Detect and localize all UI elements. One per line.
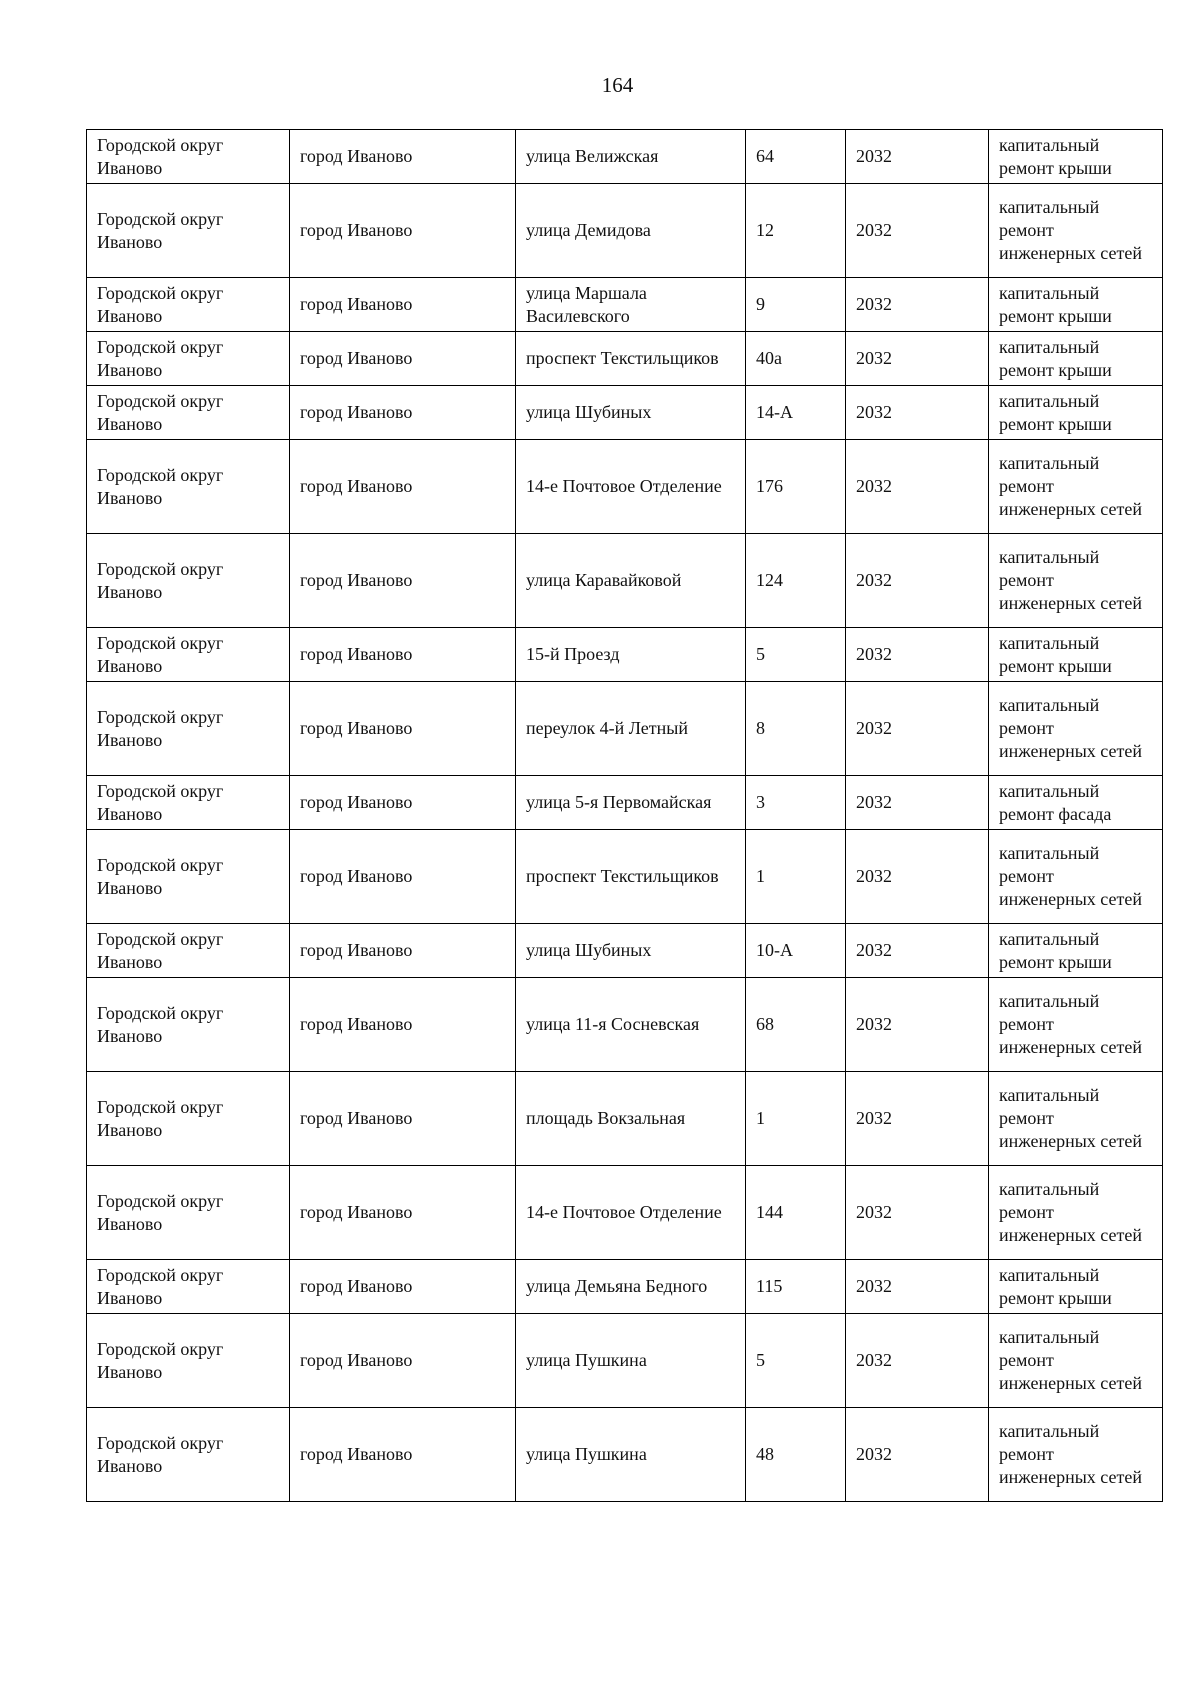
year-cell: 2032 <box>846 1408 989 1502</box>
work-type-cell: капитальный ремонт крыши <box>989 130 1163 184</box>
district-cell: Городской округ Иваново <box>87 534 290 628</box>
year-cell: 2032 <box>846 830 989 924</box>
district-cell: Городской округ Иваново <box>87 184 290 278</box>
district-cell: Городской округ Иваново <box>87 978 290 1072</box>
house-cell: 3 <box>746 776 846 830</box>
table-row <box>87 1260 1163 1314</box>
city-cell: город Иваново <box>290 924 516 978</box>
table-row <box>87 1314 1163 1408</box>
district-cell: Городской округ Иваново <box>87 332 290 386</box>
house-cell: 5 <box>746 1314 846 1408</box>
street-cell: улица Велижская <box>516 130 746 184</box>
work-type-cell: капитальный ремонт крыши <box>989 332 1163 386</box>
city-cell: город Иваново <box>290 628 516 682</box>
page-number: 164 <box>601 73 634 97</box>
table-row <box>87 130 1163 184</box>
city-cell: город Иваново <box>290 978 516 1072</box>
work-type-cell: капитальный ремонт инженерных сетей <box>989 978 1163 1072</box>
city-cell: город Иваново <box>290 1314 516 1408</box>
city-cell: город Иваново <box>290 278 516 332</box>
house-cell: 124 <box>746 534 846 628</box>
house-cell: 9 <box>746 278 846 332</box>
district-cell: Городской округ Иваново <box>87 1408 290 1502</box>
work-type-cell: капитальный ремонт инженерных сетей <box>989 1314 1163 1408</box>
street-cell: улица Демидова <box>516 184 746 278</box>
city-cell: город Иваново <box>290 184 516 278</box>
house-cell: 14-А <box>746 386 846 440</box>
street-cell: проспект Текстильщиков <box>516 830 746 924</box>
year-cell: 2032 <box>846 924 989 978</box>
street-cell: улица Демьяна Бедного <box>516 1260 746 1314</box>
table-row <box>87 628 1163 682</box>
street-cell: улица Шубиных <box>516 924 746 978</box>
work-type-cell: капитальный ремонт инженерных сетей <box>989 534 1163 628</box>
year-cell: 2032 <box>846 130 989 184</box>
house-cell: 64 <box>746 130 846 184</box>
street-cell: улица 5-я Первомайская <box>516 776 746 830</box>
street-cell: 15-й Проезд <box>516 628 746 682</box>
district-cell: Городской округ Иваново <box>87 386 290 440</box>
work-type-cell: капитальный ремонт крыши <box>989 628 1163 682</box>
street-cell: переулок 4-й Летный <box>516 682 746 776</box>
table-row <box>87 534 1163 628</box>
district-cell: Городской округ Иваново <box>87 1166 290 1260</box>
street-cell: 14-е Почтовое Отделение <box>516 440 746 534</box>
year-cell: 2032 <box>846 386 989 440</box>
city-cell: город Иваново <box>290 776 516 830</box>
work-type-cell: капитальный ремонт инженерных сетей <box>989 1072 1163 1166</box>
city-cell: город Иваново <box>290 534 516 628</box>
city-cell: город Иваново <box>290 386 516 440</box>
work-type-cell: капитальный ремонт крыши <box>989 278 1163 332</box>
district-cell: Городской округ Иваново <box>87 278 290 332</box>
district-cell: Городской округ Иваново <box>87 130 290 184</box>
year-cell: 2032 <box>846 776 989 830</box>
house-cell: 8 <box>746 682 846 776</box>
table-row <box>87 1072 1163 1166</box>
table-row <box>87 184 1163 278</box>
table-row <box>87 1166 1163 1260</box>
table-row <box>87 924 1163 978</box>
district-cell: Городской округ Иваново <box>87 1314 290 1408</box>
city-cell: город Иваново <box>290 130 516 184</box>
street-cell: улица Пушкина <box>516 1408 746 1502</box>
city-cell: город Иваново <box>290 1166 516 1260</box>
street-cell: улица 11-я Сосневская <box>516 978 746 1072</box>
repair-schedule-table <box>86 129 1163 1502</box>
work-type-cell: капитальный ремонт крыши <box>989 924 1163 978</box>
house-cell: 1 <box>746 830 846 924</box>
year-cell: 2032 <box>846 184 989 278</box>
year-cell: 2032 <box>846 440 989 534</box>
house-cell: 40а <box>746 332 846 386</box>
street-cell: улица Шубиных <box>516 386 746 440</box>
year-cell: 2032 <box>846 978 989 1072</box>
table-row <box>87 386 1163 440</box>
district-cell: Городской округ Иваново <box>87 776 290 830</box>
street-cell: улица Каравайковой <box>516 534 746 628</box>
year-cell: 2032 <box>846 534 989 628</box>
district-cell: Городской округ Иваново <box>87 924 290 978</box>
house-cell: 10-А <box>746 924 846 978</box>
house-cell: 68 <box>746 978 846 1072</box>
city-cell: город Иваново <box>290 830 516 924</box>
work-type-cell: капитальный ремонт фасада <box>989 776 1163 830</box>
district-cell: Городской округ Иваново <box>87 830 290 924</box>
street-cell: улица Маршала Василевского <box>516 278 746 332</box>
district-cell: Городской округ Иваново <box>87 1072 290 1166</box>
table-row <box>87 278 1163 332</box>
house-cell: 48 <box>746 1408 846 1502</box>
street-cell: 14-е Почтовое Отделение <box>516 1166 746 1260</box>
house-cell: 144 <box>746 1166 846 1260</box>
year-cell: 2032 <box>846 1072 989 1166</box>
house-cell: 1 <box>746 1072 846 1166</box>
table-row <box>87 682 1163 776</box>
work-type-cell: капитальный ремонт крыши <box>989 1260 1163 1314</box>
district-cell: Городской округ Иваново <box>87 440 290 534</box>
city-cell: город Иваново <box>290 440 516 534</box>
year-cell: 2032 <box>846 1314 989 1408</box>
table-row <box>87 1408 1163 1502</box>
work-type-cell: капитальный ремонт инженерных сетей <box>989 1408 1163 1502</box>
work-type-cell: капитальный ремонт инженерных сетей <box>989 440 1163 534</box>
city-cell: город Иваново <box>290 1072 516 1166</box>
work-type-cell: капитальный ремонт инженерных сетей <box>989 184 1163 278</box>
year-cell: 2032 <box>846 332 989 386</box>
year-cell: 2032 <box>846 1260 989 1314</box>
work-type-cell: капитальный ремонт инженерных сетей <box>989 682 1163 776</box>
city-cell: город Иваново <box>290 682 516 776</box>
table-row <box>87 978 1163 1072</box>
street-cell: проспект Текстильщиков <box>516 332 746 386</box>
house-cell: 176 <box>746 440 846 534</box>
house-cell: 12 <box>746 184 846 278</box>
house-cell: 5 <box>746 628 846 682</box>
street-cell: площадь Вокзальная <box>516 1072 746 1166</box>
table-row <box>87 332 1163 386</box>
year-cell: 2032 <box>846 278 989 332</box>
district-cell: Городской округ Иваново <box>87 628 290 682</box>
city-cell: город Иваново <box>290 332 516 386</box>
work-type-cell: капитальный ремонт крыши <box>989 386 1163 440</box>
city-cell: город Иваново <box>290 1408 516 1502</box>
year-cell: 2032 <box>846 1166 989 1260</box>
year-cell: 2032 <box>846 628 989 682</box>
district-cell: Городской округ Иваново <box>87 1260 290 1314</box>
work-type-cell: капитальный ремонт инженерных сетей <box>989 830 1163 924</box>
district-cell: Городской округ Иваново <box>87 682 290 776</box>
house-cell: 115 <box>746 1260 846 1314</box>
table-row <box>87 776 1163 830</box>
street-cell: улица Пушкина <box>516 1314 746 1408</box>
city-cell: город Иваново <box>290 1260 516 1314</box>
work-type-cell: капитальный ремонт инженерных сетей <box>989 1166 1163 1260</box>
table-row <box>87 830 1163 924</box>
table-row <box>87 440 1163 534</box>
year-cell: 2032 <box>846 682 989 776</box>
